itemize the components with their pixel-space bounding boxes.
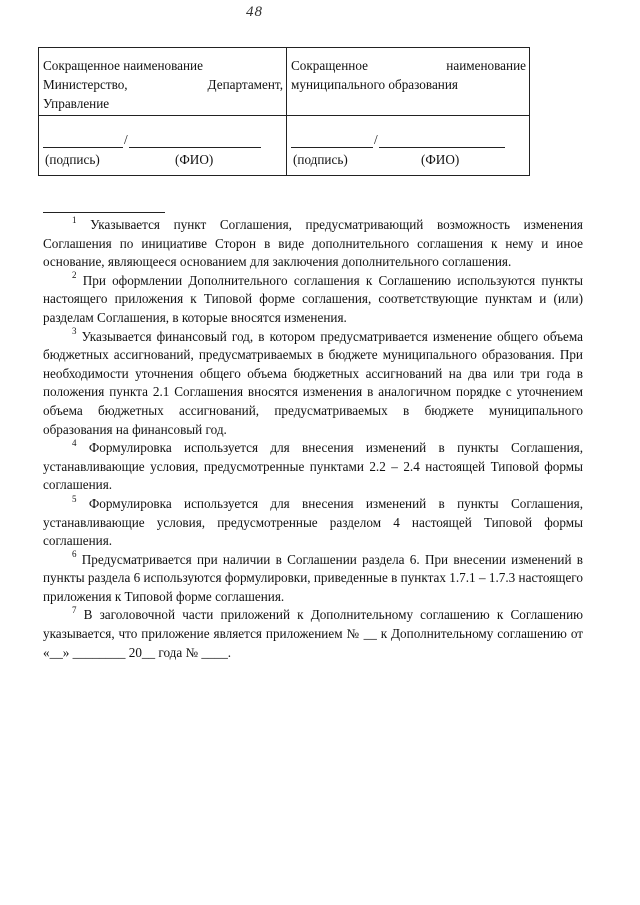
footnote-2 xyxy=(43,272,583,328)
footnote-5 xyxy=(43,495,583,551)
footnote-mark: 6 xyxy=(72,549,77,560)
ministry-signature-caption xyxy=(43,150,283,169)
footnote-4 xyxy=(43,439,583,495)
footnote-1 xyxy=(43,216,583,272)
footnote-mark: 7 xyxy=(72,605,77,616)
municipality-caption-sign: (подпись) xyxy=(293,152,348,167)
municipality-signature-blank xyxy=(291,133,373,148)
ministry-name-blank xyxy=(129,133,261,148)
footnote-separator xyxy=(43,212,165,213)
footnote-text: Предусматривается при наличии в Соглашении раздела 6. При внесении изменений в пункты раздела 6 используются формулировки, приведенные в пунктах 1.7.1 – 1.7.3 настоящего приложения к Типовой форме соглашения. xyxy=(43,551,584,604)
municipality-signature-caption xyxy=(291,150,526,169)
footnotes xyxy=(43,216,583,662)
ministry-name-cell xyxy=(39,48,287,116)
footnote-mark: 1 xyxy=(72,214,77,225)
ministry-title-line-2: Министерство, Департамент, xyxy=(43,77,283,92)
municipality-signature-line xyxy=(291,130,526,148)
footnote-mark: 3 xyxy=(72,326,77,337)
ministry-caption-name: (ФИО) xyxy=(175,152,214,167)
page-number: 48 xyxy=(246,4,263,20)
ministry-title-line-3: Управление xyxy=(43,96,110,111)
footnote-6 xyxy=(43,551,583,607)
footnote-text: Указывается финансовый год, в котором предусматривается изменение общего объема бюджетных ассигнований, предусматриваемых в бюджете муниципального образования. При необходимости уточнения общего объема бюджетных ассигнований на два или три года в положения пункта 2.1 Соглашения вносятся изменения в аналогичном порядке с уточнением объема бюджетных ассигнований, предусматриваемых в бюджете муниципального образования на финансовый год. xyxy=(43,328,583,437)
footnote-text: При оформлении Дополнительного соглашения к Соглашению используются пункты настоящего приложения к Типовой форме соглашения, соответствующие пунктам и (или) разделам Соглашения, в которые вносятся изменения. xyxy=(43,272,583,325)
signature-table-header-row xyxy=(39,48,530,116)
footnote-text: Формулировка используется для внесения изменений в пункты Соглашения, устанавливающие условия, предусмотренные пунктами 2.2 – 2.4 настоящей Типовой формы соглашения. xyxy=(43,440,584,493)
footnote-mark: 4 xyxy=(72,437,77,448)
ministry-caption-sign: (подпись) xyxy=(45,152,100,167)
municipality-name-cell xyxy=(287,48,530,116)
signature-table xyxy=(38,47,530,176)
footnote-mark: 2 xyxy=(72,270,77,281)
municipality-name-blank xyxy=(379,133,505,148)
ministry-signature-cell xyxy=(39,116,287,176)
municipality-signature-slash: / xyxy=(374,132,378,147)
ministry-signature-slash: / xyxy=(124,132,128,147)
footnote-7 xyxy=(43,606,583,662)
municipality-signature-cell xyxy=(287,116,530,176)
municipality-title-line-2: муниципального образования xyxy=(291,77,458,92)
footnote-text: В заголовочной части приложений к Дополнительному соглашению к Соглашению указывается, что приложение является приложением № __ к Дополнительному соглашению от «__» ________ 20__ года № ____. xyxy=(43,607,584,660)
signature-row xyxy=(39,116,530,176)
footnote-text: Указывается пункт Соглашения, предусматривающий возможность изменения Соглашения по инициативе Сторон в виде дополнительного соглашения к нему и иное основание, являющееся основанием для заключения дополнительного соглашения. xyxy=(43,217,583,270)
municipality-title-line-1: Сокращенное наименование xyxy=(291,58,526,73)
ministry-title-line-1: Сокращенное наименование xyxy=(43,58,203,73)
footnote-mark: 5 xyxy=(72,493,77,504)
municipality-caption-name: (ФИО) xyxy=(421,152,460,167)
ministry-signature-line xyxy=(43,130,283,148)
ministry-signature-blank xyxy=(43,133,123,148)
footnote-3 xyxy=(43,328,583,440)
footnote-text: Формулировка используется для внесения изменений в пункты Соглашения, устанавливающие условия, предусмотренные разделом 4 настоящей Типовой формы соглашения. xyxy=(43,495,584,549)
